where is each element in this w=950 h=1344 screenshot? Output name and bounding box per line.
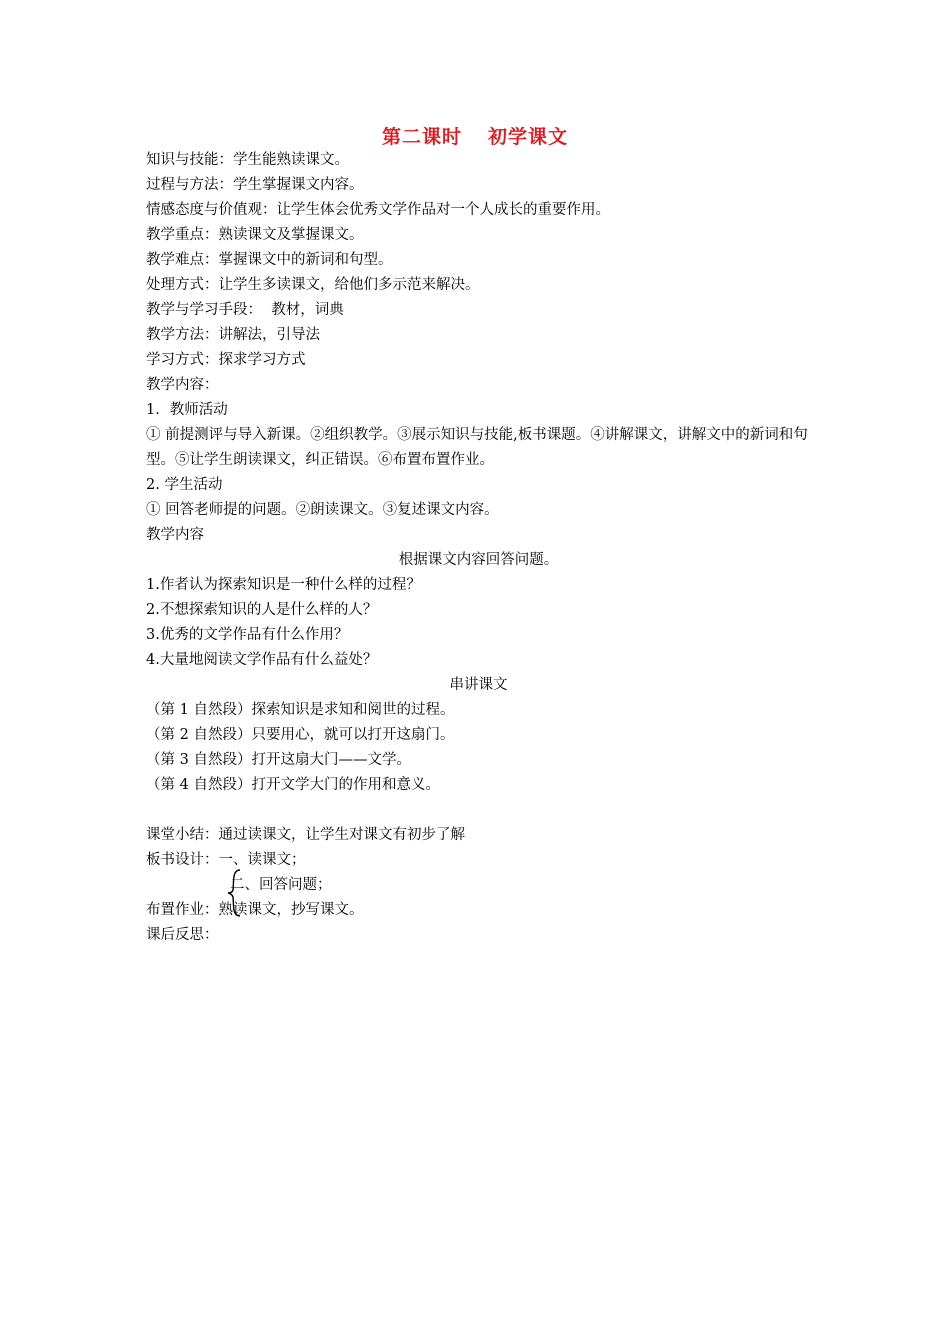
class-summary: 课堂小结：通过读课文，让学生对课文有初步了解 xyxy=(146,827,465,843)
teaching-content-label: 教学内容： xyxy=(146,377,219,393)
knowledge-skills: 知识与技能：学生能熟读课文。 xyxy=(146,152,349,168)
title-part-1: 第二课时 xyxy=(381,126,462,148)
lecture-item: （第 1 自然段）探索知识是求知和阅世的过程。 xyxy=(146,702,455,718)
question-item: 3.优秀的文学作品有什么作用？ xyxy=(146,627,349,643)
page-title xyxy=(0,122,950,149)
teaching-focus: 教学重点：熟读课文及掌握课文。 xyxy=(146,227,364,243)
homework: 布置作业：熟读课文，抄写课文。 xyxy=(146,902,364,918)
lecture-item: （第 4 自然段）打开文学大门的作用和意义。 xyxy=(146,777,440,793)
lecture-item: （第 3 自然段）打开这扇大门——文学。 xyxy=(146,752,411,768)
lecture-heading: 串讲课文 xyxy=(449,677,508,693)
board-design-line xyxy=(146,848,811,873)
content-label: 教学内容 xyxy=(146,527,204,543)
handling-approach: 处理方式：让学生多读课文，给他们多示范来解决。 xyxy=(146,277,480,293)
board-item-1: 一、读课文； xyxy=(218,852,306,868)
learning-method: 学习方式：探求学习方式 xyxy=(146,352,306,368)
board-item-2: 二、回答问题； xyxy=(230,877,332,893)
process-method: 过程与方法：学生掌握课文内容。 xyxy=(146,177,364,193)
blank-line xyxy=(146,798,811,823)
question-item: 4.大量地阅读文学作品有什么益处？ xyxy=(146,652,378,668)
question-item: 2.不想探索知识的人是什么样的人？ xyxy=(146,602,378,618)
teacher-activity-text: ① 前提测评与导入新课。②组织教学。③展示知识与技能,板书课题。④讲解课文，讲解文中的新词和句型。⑤让学生朗读课文，纠正错误。⑥布置布置作业。 xyxy=(146,427,808,468)
teaching-means: 教学与学习手段： 教材，词典 xyxy=(146,302,344,318)
questions-heading: 根据课文内容回答问题。 xyxy=(398,552,559,568)
curly-brace-icon xyxy=(226,868,244,918)
student-activity-heading: 2. 学生活动 xyxy=(146,477,223,493)
teaching-method: 教学方法：讲解法，引导法 xyxy=(146,327,320,343)
lecture-item: （第 2 自然段）只要用心，就可以打开这扇门。 xyxy=(146,727,455,743)
student-activity-text: ① 回答老师提的问题。②朗读课文。③复述课文内容。 xyxy=(146,502,499,518)
document-body xyxy=(146,148,811,948)
teacher-activity-heading: 1．教师活动 xyxy=(146,402,228,418)
emotion-values: 情感态度与价值观：让学生体会优秀文学作品对一个人成长的重要作用。 xyxy=(146,202,610,218)
board-design-label: 板书设计： xyxy=(146,852,219,868)
question-item: 1.作者认为探索知识是一种什么样的过程？ xyxy=(146,577,421,593)
title-part-2: 初学课文 xyxy=(488,126,569,148)
teaching-difficulty: 教学难点：掌握课文中的新词和句型。 xyxy=(146,252,393,268)
reflection: 课后反思： xyxy=(146,927,219,943)
